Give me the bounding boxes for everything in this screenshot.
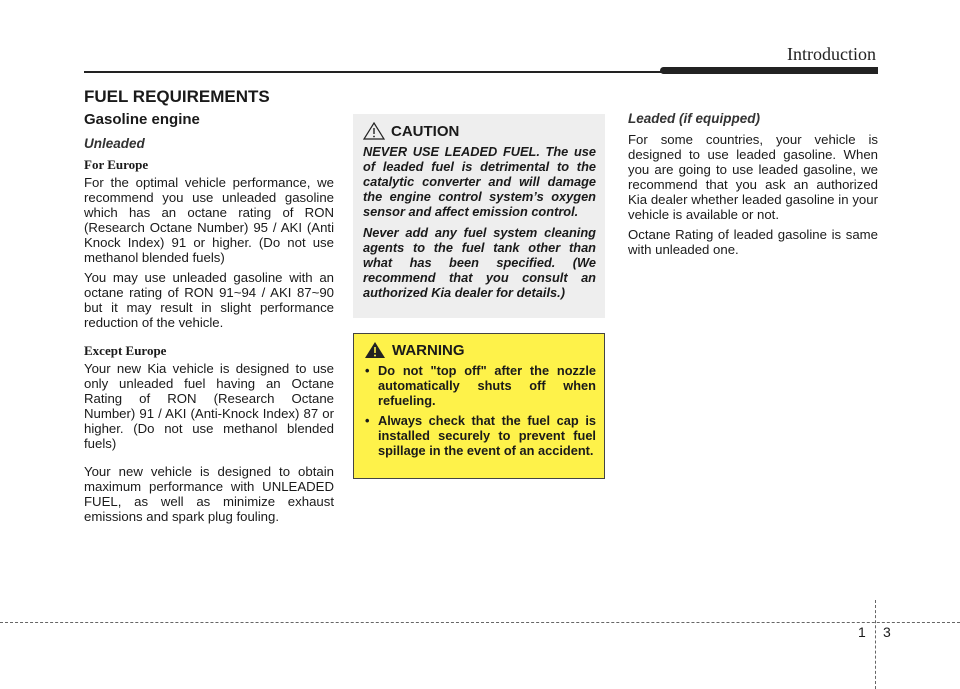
except-paragraph-2: Your new vehicle is designed to obtain maximum performance with UNLEADED FUEL, as well as minimize exhaust emissions and spark plug fouling.	[84, 464, 334, 524]
warning-item: • Do not "top off" after the nozzle automatically shuts off when refueling.	[364, 363, 596, 408]
warning-title: WARNING	[392, 341, 465, 359]
page-number: 3	[883, 624, 891, 640]
caution-outline-triangle-icon	[363, 122, 385, 140]
europe-paragraph-2: You may use unleaded gasoline with an octane rating of RON 91~94 / AKI 87~90 but it may result in slight performance reduction of the vehicle.	[84, 270, 334, 330]
chapter-number: 1	[858, 624, 866, 640]
caution-paragraph-2: Never add any fuel system cleaning agents to the fuel tank other than what has been specified. (We recommend that you consult an authorized Kia dealer for details.)	[363, 225, 596, 300]
header-title: Introduction	[787, 44, 876, 64]
header-rule-tab	[660, 67, 878, 74]
caution-paragraph-1: NEVER USE LEADED FUEL. The use of leaded fuel is detrimental to the catalytic converter and will damage the engine control system’s oxygen sensor and affect emission control.	[363, 144, 596, 219]
caution-box	[353, 114, 605, 318]
warning-filled-triangle-icon	[364, 341, 386, 359]
section-title: FUEL REQUIREMENTS	[84, 87, 270, 106]
gasoline-engine-heading: Gasoline engine	[84, 111, 200, 128]
warning-list	[364, 363, 596, 458]
leaded-subheading: Leaded (if equipped)	[628, 111, 761, 126]
warning-box	[353, 333, 605, 479]
warning-header	[364, 341, 596, 359]
caution-header	[363, 122, 596, 140]
caution-title: CAUTION	[391, 122, 460, 140]
except-europe-label: Except Europe	[84, 343, 167, 358]
footer-dashed-rule	[0, 622, 960, 623]
leaded-paragraph-2: Octane Rating of leaded gasoline is same with unleaded one.	[628, 227, 878, 257]
europe-paragraph-1: For the optimal vehicle performance, we recommend you use unleaded gasoline which has an octane rating of RON (Research Octane Number) 95 / AKI (Anti Knock Index) 91 or higher. (Do not use methanol blended fuels)	[84, 175, 334, 265]
leaded-column	[628, 111, 878, 262]
for-europe-label: For Europe	[84, 157, 149, 172]
unleaded-subheading: Unleaded	[84, 136, 145, 151]
footer-dashed-divider	[875, 600, 876, 689]
except-paragraph-1: Your new Kia vehicle is designed to use only unleaded fuel having an Octane Rating of RON (Research Octane Number) 91 / AKI (Anti-Knock Index) 87 or higher. (Do not use methanol blended fuels)	[84, 361, 334, 451]
gasoline-column	[84, 111, 334, 529]
warning-item: • Always check that the fuel cap is installed securely to prevent fuel spillage in the event of an accident.	[364, 413, 596, 458]
leaded-paragraph-1: For some countries, your vehicle is designed to use leaded gasoline. When you are going to use leaded gasoline, we recommend that you ask an authorized Kia dealer whether leaded gasoline in your vehicle is available or not.	[628, 132, 878, 222]
